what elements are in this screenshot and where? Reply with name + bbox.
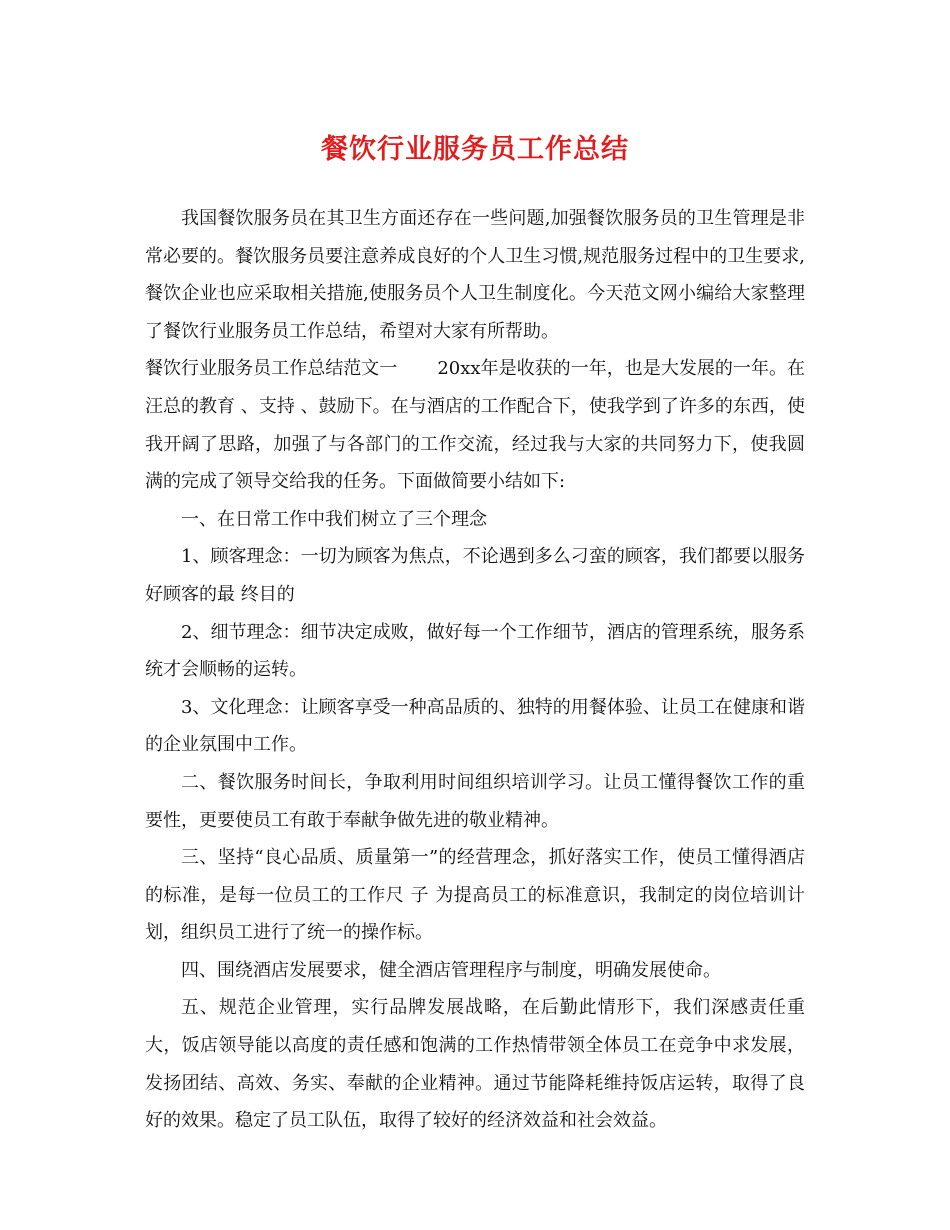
intro-paragraph: 我国餐饮服务员在其卫生方面还存在一些问题,加强餐饮服务员的卫生管理是非常必要的。餐饮服务员要注意养成良好的个人卫生习惯,规范服务过程中的卫生要求,餐饮企业也应采取相关措施,使服务员个人卫生制度化。今天范文网小编给大家整理了餐饮行业服务员工作总结，希望对大家有所帮助。: [145, 208, 805, 342]
concept-culture-paragraph: 3、文化理念：让顾客享受一种高品质的、独特的用餐体验、让员工在健康和谐的企业氛围中工作。: [145, 696, 805, 756]
section-three-paragraph: 三、坚持“良心品质、质量第一”的经营理念，抓好落实工作，使员工懂得酒店的标准，是每一位员工的工作尺 子 为提高员工的标准意识，我制定的岗位培训计划，组织员工进行了统一的操作标。: [145, 847, 805, 944]
sample-opening: 20xx年是收获的一年，也是大发展的一年。在汪总的教育 、支持 、鼓励下。在与酒店的工作配合下，使我学到了许多的东西，使我开阔了思路，加强了与各部门的工作交流，经过我与大家的共同努力下，使我圆满的完成了领导交给我的任务。下面做简要小结如下:: [145, 358, 805, 493]
section-heading-three-concepts: 一、在日常工作中我们树立了三个理念: [181, 508, 487, 530]
document-title: 餐饮行业服务员工作总结: [321, 134, 629, 165]
section-five-paragraph: 五、规范企业管理，实行品牌发展战略，在后勤此情形下，我们深感责任重大，饭店领导能以高度的责任感和饱满的工作热情带领全体员工在竞争中求发展，发扬团结、高效、务实、奉献的企业精神。通过节能降耗维持饭店运转，取得了良好的效果。稳定了员工队伍，取得了较好的经济效益和社会效益。: [145, 997, 805, 1132]
document-body: [145, 200, 805, 1140]
section-four-paragraph: 四、围绕酒店发展要求，健全酒店管理程序与制度，明确发展使命。: [181, 959, 721, 981]
concept-detail-paragraph: 2、细节理念：细节决定成败，做好每一个工作细节，酒店的管理系统，服务系统才会顺畅的运转。: [145, 621, 805, 681]
concept-customer-paragraph: 1、顾客理念：一切为顾客为焦点，不论遇到多么刁蛮的顾客，我们都要以服务好顾客的最 终目的: [145, 546, 805, 605]
sample-paragraph: [145, 350, 805, 500]
section-two-paragraph: 二、餐饮服务时间长，争取利用时间组织培训学习。让员工懂得餐饮工作的重要性，更要使员工有敢于奉献争做先进的敬业精神。: [145, 771, 805, 831]
sample-heading: 餐饮行业服务员工作总结范文一: [145, 358, 398, 380]
